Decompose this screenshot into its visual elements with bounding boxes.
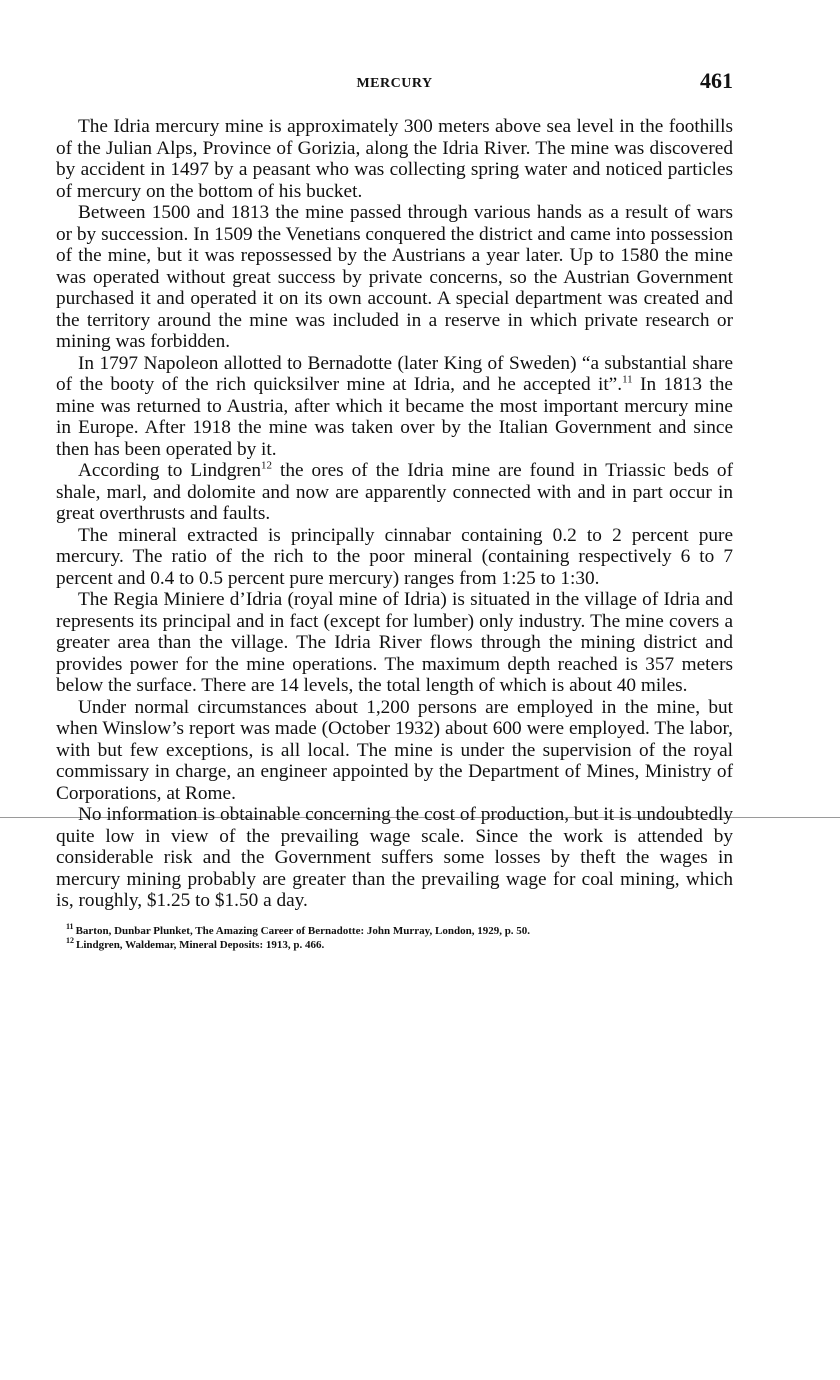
paragraph-text: the ores of the Idria mine are found in Triassic beds of shale, marl, and dolomite and now are apparently connected with and in part occur in great overthrusts and faults. <box>56 460 733 524</box>
paragraph-production-cost: No information is obtainable concerning the cost of production, but it is undoubtedly quite low in view of the prevailing wage scale. Since the work is attended by considerable risk and the Government suffers some losses by theft the wages in mercury mining probably are greater than the prevailing wage for coal mining, which is, roughly, $1.25 to $1.50 a day. <box>56 804 733 911</box>
footnote <box>56 935 733 952</box>
running-header <box>56 68 733 104</box>
paragraph-napoleon <box>56 353 733 461</box>
paragraph-mineral: The mineral extracted is principally cinnabar containing 0.2 to 2 percent pure mercury. The ratio of the rich to the poor mineral (containing respectively 6 to 7 percent and 0.4 to 0.5 percent pure mercury) ranges from 1:25 to 1:30. <box>56 524 733 589</box>
footnote-number: 12 <box>66 935 74 945</box>
body-text <box>56 116 733 912</box>
paragraph-ownership-history: Between 1500 and 1813 the mine passed through various hands as a result of wars or by succession. In 1509 the Venetians conquered the district and came into possession of the mine, but it was repossessed by the Austrians a year later. Up to 1580 the mine was operated without great success by private concerns, so the Austrian Government purchased it and operated it on its own account. A special department was created and the territory around the mine was included in a reserve in which private research or mining was forbidden. <box>56 202 733 352</box>
footnote <box>56 921 733 938</box>
paragraph-geology <box>56 460 733 525</box>
paragraph-text: According to Lindgren <box>78 460 262 481</box>
footnote-number: 11 <box>66 921 74 931</box>
footnote-text: Barton, Dunbar Plunket, The Amazing Career of Bernadotte: John Murray, London, 1929, p. 50. <box>75 924 531 937</box>
page-number: 461 <box>700 68 733 93</box>
paragraph-idria-location: The Idria mercury mine is approximately 300 meters above sea level in the foothills of the Julian Alps, Province of Gorizia, along the Idria River. The mine was discovered by accident in 1497 by a peasant who was collecting spring water and noticed particles of mercury on the bottom of his bucket. <box>56 116 733 202</box>
footnote-text: Lindgren, Waldemar, Mineral Deposits: 1913, p. 466. <box>76 938 325 951</box>
footnote-reference: 12 <box>261 459 273 472</box>
footnotes <box>56 921 733 952</box>
paragraph-text: In 1813 the mine was returned to Austria, after which it became the most important mercury mine in Europe. After 1918 the mine was taken over by the Italian Government and since then has been operated by it. <box>56 374 733 460</box>
footnote-reference: 11 <box>622 373 633 386</box>
paragraph-regia-miniere: The Regia Miniere d’Idria (royal mine of Idria) is situated in the village of Idria and represents its principal and in fact (except for lumber) only industry. The mine covers a greater area than the village. The Idria River flows through the mining district and provides power for the mine operations. The maximum depth reached is 357 meters below the surface. There are 14 levels, the total length of which is about 40 miles. <box>56 589 733 696</box>
document-page <box>56 68 733 952</box>
running-title: MERCURY <box>356 76 433 91</box>
paragraph-text: In 1797 Napoleon allotted to Bernadotte (later King of Sweden) “a substantial share of the booty of the rich quicksilver mine at Idria, and he accepted it”. <box>56 352 733 395</box>
paragraph-employment: Under normal circumstances about 1,200 persons are employed in the mine, but when Winslow’s report was made (October 1932) about 600 were employed. The labor, with but few exceptions, is all local. The mine is under the supervision of the royal commissary in charge, an engineer appointed by the Department of Mines, Ministry of Corporations, at Rome. <box>56 696 733 804</box>
